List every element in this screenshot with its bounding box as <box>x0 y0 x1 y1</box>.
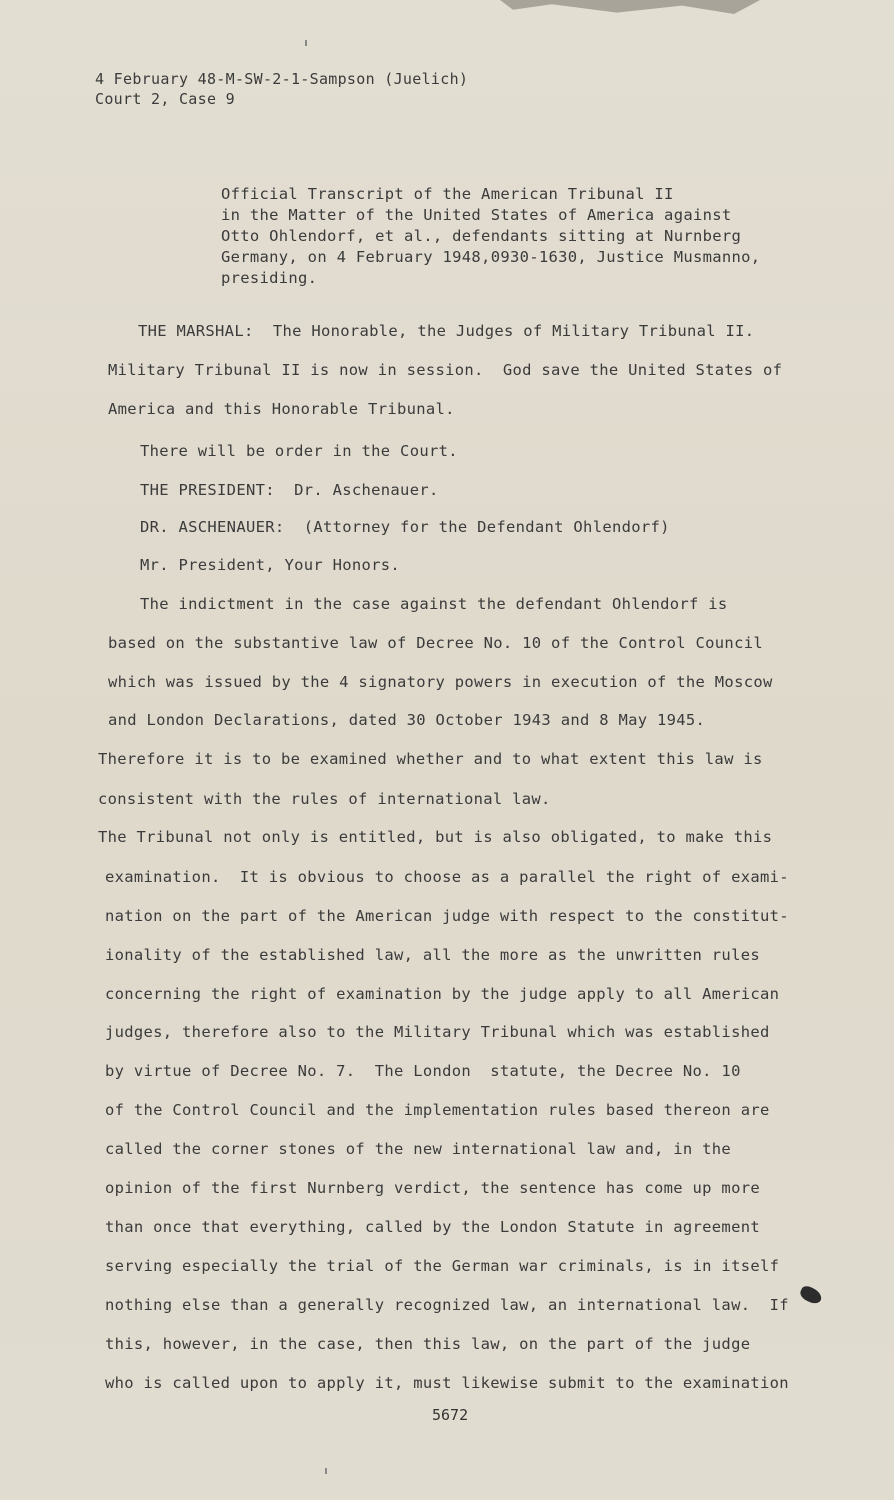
body-line: and London Declarations, dated 30 October 1943 and 8 May 1945. <box>108 711 706 729</box>
torn-edge <box>500 0 760 14</box>
header-line-1: 4 February 48-M-SW-2-1-Sampson (Juelich) <box>95 70 469 88</box>
body-line: based on the substantive law of Decree No. 10 of the Control Council <box>108 634 763 652</box>
body-line: Mr. President, Your Honors. <box>140 556 401 574</box>
body-line: Therefore it is to be examined whether and to what extent this law is <box>98 750 763 768</box>
body-line: examination. It is obvious to choose as a parallel the right of exami- <box>105 868 789 886</box>
body-line: who is called upon to apply it, must likewise submit to the examination <box>105 1374 789 1392</box>
body-line: by virtue of Decree No. 7. The London statute, the Decree No. 10 <box>105 1062 741 1080</box>
body-line: THE MARSHAL: The Honorable, the Judges of Military Tribunal II. <box>138 322 755 340</box>
body-line: Military Tribunal II is now in session. God save the United States of <box>108 361 783 379</box>
body-line: consistent with the rules of international law. <box>98 790 551 808</box>
body-line: nothing else than a generally recognized law, an international law. If <box>105 1296 789 1314</box>
body-line: which was issued by the 4 signatory powers in execution of the Moscow <box>108 673 773 691</box>
body-line: serving especially the trial of the German war criminals, is in itself <box>105 1257 780 1275</box>
body-line: called the corner stones of the new international law and, in the <box>105 1140 732 1158</box>
ink-blot-mark <box>798 1284 824 1306</box>
body-line: ionality of the established law, all the more as the unwritten rules <box>105 946 760 964</box>
title-line: Official Transcript of the American Tribunal II <box>221 185 674 203</box>
body-line: America and this Honorable Tribunal. <box>108 400 455 418</box>
body-line: this, however, in the case, then this law, on the part of the judge <box>105 1335 751 1353</box>
body-line: than once that everything, called by the London Statute in agreement <box>105 1218 760 1236</box>
body-line: nation on the part of the American judge with respect to the constitut- <box>105 907 789 925</box>
body-line: judges, therefore also to the Military Tribunal which was established <box>105 1023 770 1041</box>
body-line: The Tribunal not only is entitled, but is also obligated, to make this <box>98 828 773 846</box>
paper-speck <box>305 40 307 46</box>
body-line: concerning the right of examination by the judge apply to all American <box>105 985 780 1003</box>
body-line: THE PRESIDENT: Dr. Aschenauer. <box>140 481 439 499</box>
title-line: Otto Ohlendorf, et al., defendants sitting at Nurnberg <box>221 227 742 245</box>
body-line: of the Control Council and the implementation rules based thereon are <box>105 1101 770 1119</box>
page-number: 5672 <box>432 1406 469 1424</box>
body-line: DR. ASCHENAUER: (Attorney for the Defendant Ohlendorf) <box>140 518 670 536</box>
title-line: presiding. <box>221 269 318 287</box>
body-line: The indictment in the case against the defendant Ohlendorf is <box>140 595 728 613</box>
title-line: Germany, on 4 February 1948,0930-1630, Justice Musmanno, <box>221 248 761 266</box>
paper-speck <box>325 1468 327 1474</box>
body-line: There will be order in the Court. <box>140 442 458 460</box>
title-line: in the Matter of the United States of America against <box>221 206 732 224</box>
body-line: opinion of the first Nurnberg verdict, the sentence has come up more <box>105 1179 760 1197</box>
header-line-2: Court 2, Case 9 <box>95 90 235 108</box>
